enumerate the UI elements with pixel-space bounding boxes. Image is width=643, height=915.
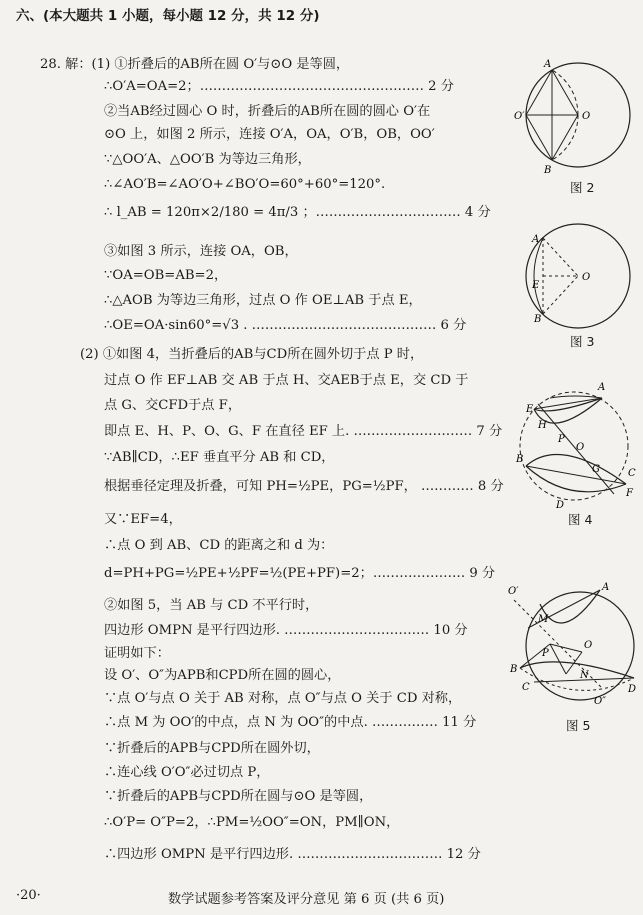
fig4-label-p: P [558, 434, 565, 445]
answer-line-12: (2) ①如图 4，当折叠后的AB与CD所在圆外切于点 P 时， [80, 347, 424, 362]
answer-line-8: ③如图 3 所示，连接 OA，OB， [104, 244, 298, 259]
fig2-label-a: A [544, 59, 552, 70]
answer-line-11: ∴OE=OA·sin60°=√3 . …………………………………… 6 分 [104, 318, 467, 333]
fig4-label-d: D [556, 500, 565, 510]
answer-line-23: 证明如下： [104, 646, 170, 661]
answer-line-10: ∴△AOB 为等边三角形，过点 O 作 OE⊥AB 于点 E， [104, 293, 422, 308]
figure-5-caption: 图 5 [566, 718, 591, 733]
figure-4-caption: 图 4 [568, 512, 593, 527]
answer-line-29: ∵折叠后的APB与CPD所在圆与⊙O 是等圆， [104, 789, 373, 804]
answer-line-31: ∴四边形 OMPN 是平行四边形. …………………………… 12 分 [104, 847, 481, 862]
page-number: ·20· [16, 888, 41, 903]
fig5-label-a: A [602, 582, 610, 593]
fig4-label-o: O [576, 442, 585, 453]
fig5-label-b: B [510, 664, 518, 675]
fig4-label-f: F [626, 488, 633, 499]
answer-line-6: ∴∠AO′B=∠AO′O+∠BO′O=60°+60°=120°. [104, 177, 386, 192]
fig5-label-n: N [580, 670, 589, 681]
fig3-label-a: A [532, 234, 540, 245]
fig3-label-o: O [582, 272, 591, 283]
answer-line-3: ②当AB经过圆心 O 时，折叠后的AB所在圆的圆心 O′在 [104, 104, 431, 119]
answer-line-9: ∵OA=OB=AB=2， [104, 268, 228, 283]
answer-line-28: ∴连心线 O′O″必过切点 P， [104, 765, 270, 780]
footer-title: 数学试题参考答案及评分意见 第 6 页 (共 6 页) [168, 892, 445, 907]
answer-line-14: 点 G、交CFD于点 F， [104, 398, 242, 413]
answer-line-19: ∴点 O 到 AB、CD 的距离之和 d 为： [104, 538, 334, 553]
fig3-label-b: B [534, 314, 542, 325]
answer-line-13: 过点 O 作 EF⊥AB 交 AB 于点 H、交AEB于点 E，交 CD 于 [104, 373, 469, 388]
answer-line-16: ∵AB∥CD，∴EF 垂直平分 AB 和 CD， [104, 450, 335, 465]
answer-line-30: ∴O′P= O″P=2，∴PM=½OO″=ON，PM∥ON， [104, 815, 400, 830]
answer-line-26: ∴点 M 为 OO′的中点，点 N 为 OO″的中点. …………… 11 分 [104, 715, 477, 730]
fig4-label-c: C [628, 468, 636, 479]
answer-line-15: 即点 E、H、P、O、G、F 在直径 EF 上. ……………………… 7 分 [104, 424, 503, 439]
fig5-label-d: D [628, 684, 637, 695]
fig4-label-a: A [598, 382, 606, 393]
fig2-label-oprime: O′ [514, 111, 525, 122]
answer-line-21: ②如图 5，当 AB 与 CD 不平行时， [104, 598, 319, 613]
figure-2-caption: 图 2 [570, 180, 595, 195]
answer-line-2: ∴O′A=OA=2；…………………………………………… 2 分 [104, 79, 454, 94]
answer-line-18: 又∵EF=4， [104, 512, 182, 527]
fig4-label-g: G [592, 464, 600, 475]
figure-4-diagram [510, 376, 638, 510]
fig5-label-p: P [542, 648, 549, 659]
figure-3-caption: 图 3 [570, 334, 595, 349]
answer-line-27: ∵折叠后的APB与CPD所在圆外切， [104, 741, 320, 756]
section-header: 六、(本大题共 1 小题，每小题 12 分，共 12 分) [16, 8, 320, 24]
answer-line-4: ⊙O 上，如图 2 所示，连接 O′A，OA，O′B，OB，OO′ [104, 127, 435, 142]
answer-line-22: 四边形 OMPN 是平行四边形. …………………………… 10 分 [104, 623, 468, 638]
fig2-label-b: B [544, 165, 552, 176]
answer-line-20: d=PH+PG=½PE+½PF=½(PE+PF)=2；………………… 9 分 [104, 566, 496, 581]
answer-line-24: 设 O′、O″为APB和CPD所在圆的圆心， [104, 668, 341, 683]
answer-line-17: 根据垂径定理及折叠，可知 PH=½PE，PG=½PF， ………… 8 分 [104, 479, 504, 494]
fig5-label-odoubleprime: O″ [594, 696, 606, 707]
answer-line-7: ∴ l_AB = 120π×2/180 = 4π/3 ；…………………………… 4 分 [104, 205, 491, 220]
figure-2-diagram [512, 55, 636, 179]
answer-line-1: 28. 解：(1) ①折叠后的AB所在圆 O′与⊙O 是等圆， [40, 57, 350, 72]
fig4-label-b: B [516, 454, 524, 465]
fig5-label-m: M [538, 614, 549, 625]
fig5-label-c: C [522, 682, 530, 693]
fig5-label-o: O [584, 640, 593, 651]
fig3-label-e: E [532, 280, 540, 291]
answer-line-5: ∵△OO′A、△OO′B 为等边三角形， [104, 152, 311, 167]
answer-line-25: ∵点 O′与点 O 关于 AB 对称，点 O″与点 O 关于 CD 对称， [104, 691, 462, 706]
fig2-label-o: O [582, 111, 591, 122]
figure-5-diagram [506, 582, 638, 708]
fig4-label-e: E [526, 404, 534, 415]
fig5-label-oprime: O′ [508, 586, 519, 597]
fig4-label-h: H [538, 420, 547, 431]
figure-3-diagram [510, 222, 636, 334]
